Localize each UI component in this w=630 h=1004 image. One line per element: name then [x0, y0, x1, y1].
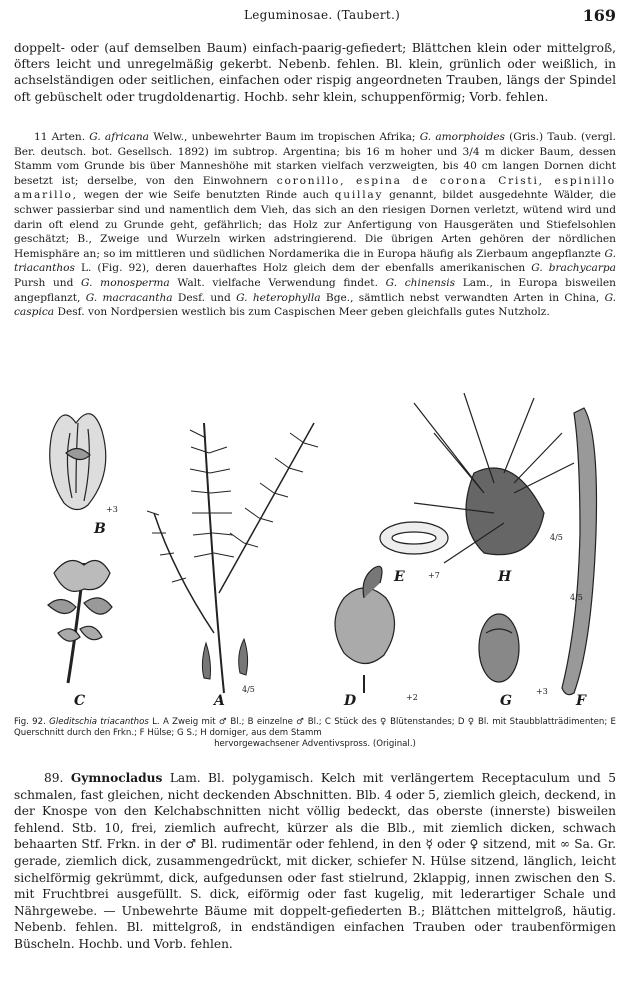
- figure-92: [14, 393, 616, 713]
- text-run: Bge., sämtlich nebst verwandten Arten in China,: [325, 291, 600, 304]
- page-number: 169: [582, 6, 616, 25]
- illustration-pod: [562, 408, 597, 695]
- figure-label-f: F: [576, 693, 586, 709]
- figure-label-b: B: [94, 521, 106, 537]
- species-count: 11 Arten.: [34, 131, 86, 143]
- illustration-seed: [479, 614, 519, 682]
- vernacular-name: quillay: [334, 189, 384, 202]
- text-run: (Gris.) Taub. (vergl. Ber. deutsch. bot. Gesellsch. 1892) im subtrop. Argentina; bis 16 m hoher und 3/4 m dicker Baum, dessen Stamm vom Grunde bis über Manneshöhe mit starken vielfach verzweigten, bis 40 cm langen Dornen dicht besetzt ist; derselbe, von den Einwohnern: [14, 131, 617, 187]
- species-name: G. caspica: [14, 291, 617, 319]
- text-run: genannt, bildet ausgedehnte Wälder, die schwer passierbar sind und namentlich dem Vieh, das sich an den riesigen Dornen verletzt, wütend wird und darin oft elend zu Grunde geht, gefährlich; das Holz zur Anfertigung von Hausgeräten und Stiefelsohlen geschätzt; B., Zweige und Wurzeln wirken adstringierend. Die übrigen Arten gehören der nördlichen Hemisphäre an; so im mittleren und südlichen Nordamerika die in Europa häufig als Zierbaum angepflanzte: [14, 189, 616, 260]
- magnification-b: +3: [106, 505, 118, 514]
- page-header: [14, 8, 616, 28]
- text-run: Lam., in Europa bisweilen angepflanzt,: [14, 276, 616, 304]
- species-name: G. heterophylla: [236, 291, 321, 304]
- botanical-illustration: [14, 393, 616, 713]
- text-run: Pursh und: [14, 276, 74, 289]
- genus-name: Gymnocladus: [70, 771, 163, 785]
- illustration-female-flower: [335, 566, 395, 693]
- text-run: Desf. von Nordpersien westlich bis zum Caspischen Meer geben gleichfalls gutes Nutzholz.: [57, 306, 550, 319]
- species-name: G. amorphoides: [419, 131, 505, 143]
- text-run: Desf. und: [177, 291, 231, 304]
- magnification-e: +7: [428, 571, 440, 580]
- magnification-g: +3: [536, 687, 548, 696]
- illustration-female-inflorescence: [48, 561, 112, 684]
- caption-figno: Fig. 92.: [14, 717, 46, 727]
- genus-text: Lam. Bl. polygamisch. Kelch mit verlängertem Receptaculum und 5 schmalen, fast gleichen, nicht deckenden Abschnitten. Blb. 4 oder 5, ziemlich gleich, deckend, in der Knospe von den Kelchabschnitten nicht völlig bedeckt, das oberste (innerste) bisweilen fehlend. Stb. 10, frei, ziemlich aufrecht, kürzer als die Blb., mit ziemlich dicken, schwach behaarten Stf. Frkn. in der ♂ Bl. rudimentär oder fehlend, in den ☿ oder ♀ sitzend, mit ∞ Sa. Gr. gerade, ziemlich dick, zusammengedrückt, mit dicker, schiefer N. Hülse sitzend, länglich, leicht sichelförmig gekrümmt, dick, aufgedunsen oder fast stielrund, 2klappig, innen zwischen den S. mit Fruchtbrei ausgefüllt. S. dick, eiförmig oder fast kugelig, mit lederartiger Schale und Nährgewebe. — Unbewehrte Bäume mit doppelt-gefiederten B.; Blättchen mittelgroß, häutig. Nebenb. fehlen. Bl. mittelgroß, in endständigen einfachen Trauben oder traubenförmigen Büscheln. Hochb. und Vorb. fehlen.: [14, 771, 617, 951]
- illustration-branch: [147, 423, 318, 693]
- figure-label-d: D: [344, 693, 357, 709]
- caption-end: hervorgewachsener Adventivspross. (Original.): [214, 739, 416, 749]
- text-run: wegen der wie Seife benutzten Rinde auch: [83, 189, 329, 202]
- figure-label-a: A: [214, 693, 225, 709]
- caption-species: Gleditschia triacanthos: [49, 717, 149, 727]
- running-head: Leguminosae. (Taubert.): [244, 8, 401, 22]
- figure-label-h: H: [498, 569, 512, 585]
- magnification-h: 4/5: [550, 533, 563, 542]
- figure-label-c: C: [74, 693, 86, 709]
- figure-label-e: E: [394, 569, 405, 585]
- species-name: G. macracantha: [85, 291, 173, 304]
- species-name: G. triacanthos: [14, 247, 616, 275]
- figure-caption: [14, 717, 616, 750]
- page: [14, 0, 616, 1004]
- species-name: G. africana: [89, 131, 149, 143]
- magnification-f: 4/5: [570, 593, 583, 602]
- text-run: L. (Fig. 92), deren dauerhaftes Holz gleich dem der ebenfalls amerikanischen: [81, 262, 526, 275]
- illustration-male-flower: [50, 414, 106, 510]
- figure-label-g: G: [500, 693, 512, 709]
- species-name: G. brachycarpa: [531, 262, 617, 275]
- paragraph-species: [14, 130, 616, 320]
- text-run: Welw., unbewehrter Baum im tropischen Afrika;: [153, 131, 416, 143]
- caption-text: L. A Zweig mit ♂ Bl.; B einzelne ♂ Bl.; C Stück des ♀ Blütenstandes; D ♀ Bl. mit Staubblatträdimenten; E Querschnitt durch den Frkn.; F Hülse; G S.; H dorniger, aus dem Stamm: [14, 717, 616, 738]
- paragraph-gymnocladus: [14, 770, 616, 953]
- genus-number: 89.: [44, 771, 64, 785]
- text-run: Walt. vielfache Verwendung findet.: [177, 276, 378, 289]
- paragraph-genus-description: doppelt- oder (auf demselben Baum) einfach-paarig-gefiedert; Blättchen klein oder mittelgroß, öfters leicht und unregelmäßig gekerbt. Nebenb. fehlen. Bl. klein, grünlich oder weißlich, in achselständigen oder seitlichen, einfachen oder rispig angeordneten Trauben, längs der Spindel oft gebüschelt oder trugdoldenartig. Hochb. sehr klein, schuppenförmig; Vorb. fehlen.: [14, 41, 616, 104]
- illustration-ovary-section: [380, 522, 448, 554]
- vernacular-names: coronillo, espina de corona Cristi, espinillo amarillo,: [14, 174, 616, 202]
- species-name: G. chinensis: [385, 276, 456, 289]
- magnification-a: 4/5: [242, 685, 255, 694]
- species-name: G. monosperma: [81, 276, 170, 289]
- magnification-d: +2: [406, 693, 418, 702]
